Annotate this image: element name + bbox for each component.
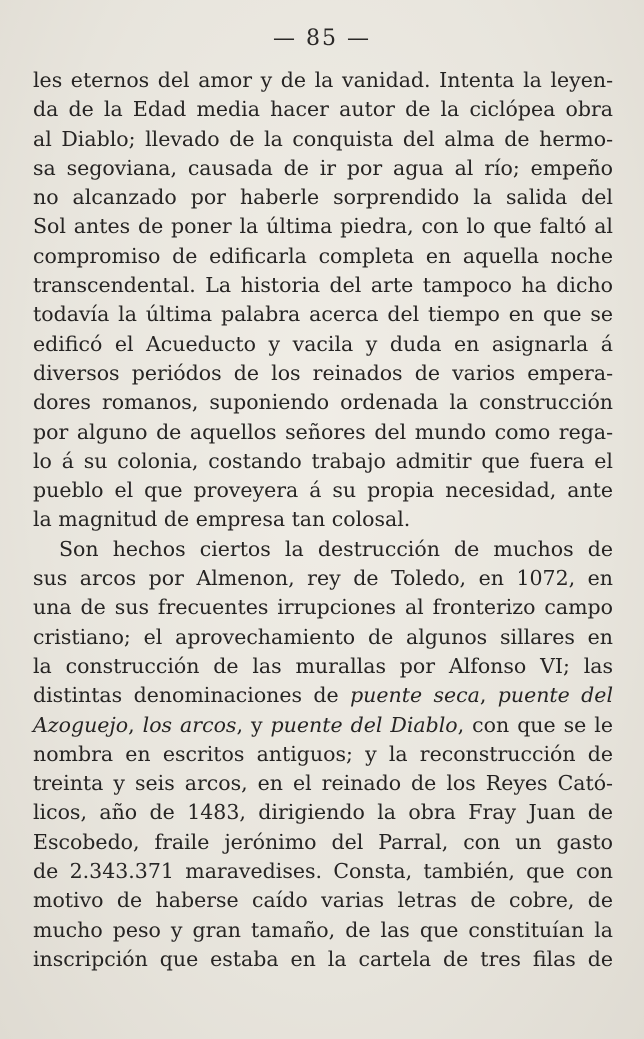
text-line: Escobedo, fraile jerónimo del Parral, con un gasto — [33, 829, 613, 854]
text-line: una de sus frecuentes irrupciones al fronterizo campo — [33, 595, 613, 620]
text-line: la construcción de las murallas por Alfonso VI; las — [33, 653, 613, 678]
italic-run: puente del — [497, 683, 613, 708]
text-run: , y — [236, 712, 271, 737]
text-line: treinta y seis arcos, en el reinado de los Reyes Cató- — [33, 771, 613, 796]
text-line-with-italics — [33, 681, 613, 710]
italic-run: los arcos — [142, 712, 237, 737]
text-line: mucho peso y gran tamaño, de las que constituían la — [33, 917, 613, 942]
text-line: lo á su colonia, costando trabajo admitir que fuera el — [33, 448, 613, 473]
text-line: la magnitud de empresa tan colosal. — [33, 507, 411, 532]
italic-run: puente del Diablo — [270, 712, 458, 737]
text-run: distintas denominaciones de — [33, 683, 351, 708]
italic-run: puente seca — [350, 683, 480, 708]
text-line: no alcanzado por haberle sorprendido la salida del — [33, 185, 613, 210]
text-line: sus arcos por Almenon, rey de Toledo, en 1072, en — [33, 566, 613, 591]
italic-run: Azoguejo — [33, 712, 129, 737]
text-line: diversos periódos de los reinados de varios empera- — [33, 360, 613, 385]
text-line: licos, año de 1483, dirigiendo la obra Fray Juan de — [33, 800, 613, 825]
text-line: Son hechos ciertos la destrucción de muchos de — [59, 536, 613, 561]
paragraph-2 — [33, 535, 613, 974]
text-line-with-italics — [33, 711, 613, 740]
text-line: inscripción que estaba en la cartela de tres filas de — [33, 946, 613, 971]
text-line: les eternos del amor y de la vanidad. Intenta la leyen- — [33, 68, 613, 92]
text-line: todavía la última palabra acerca del tiempo en que se — [33, 302, 613, 327]
text-line: transcendental. La historia del arte tampoco ha dicho — [33, 273, 613, 298]
text-line: motivo de haberse caído varias letras de cobre, de — [33, 888, 613, 913]
text-run: , — [479, 683, 498, 708]
paragraph-1 — [33, 66, 613, 535]
text-line: cristiano; el aprovechamiento de algunos sillares en — [33, 624, 613, 649]
text-line: da de la Edad media hacer autor de la ciclópea obra — [33, 97, 613, 122]
text-line: edificó el Acueducto y vacila y duda en asignarla á — [33, 331, 613, 356]
text-line: de 2.343.371 maravedises. Consta, también, que con — [33, 859, 613, 884]
text-line: sa segoviana, causada de ir por agua al río; empeño — [33, 155, 613, 180]
text-line: compromiso de edificarla completa en aquella noche — [33, 243, 613, 268]
text-line: por alguno de aquellos señores del mundo como rega- — [33, 419, 613, 444]
text-line: nombra en escritos antiguos; y la reconstrucción de — [33, 741, 613, 766]
text-line: Sol antes de poner la última piedra, con lo que faltó al — [33, 214, 613, 239]
text-run: , — [128, 712, 143, 737]
page-number: — 85 — — [273, 26, 371, 51]
text-line: dores romanos, suponiendo ordenada la construcción — [33, 390, 613, 415]
text-line: pueblo el que proveyera á su propia necesidad, ante — [33, 478, 613, 503]
body-text — [33, 66, 613, 974]
text-run: , con que se le — [457, 712, 613, 737]
text-line: al Diablo; llevado de la conquista del alma de hermo- — [33, 126, 613, 151]
